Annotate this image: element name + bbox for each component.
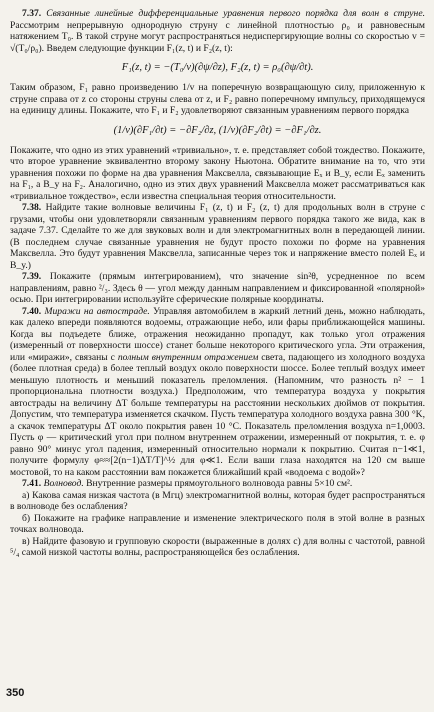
problem-number: 7.41. (22, 478, 42, 489)
problem-text: Таким образом, F₁ равно произведению 1/v на поперечную возвращающую силу, приложенную к струне справа от z со стороны струны слева от z, и F₂ равно поперечному импульсу, приходящемуся на единицу длины. Покажите, что F₁ и F₂ удовлетворяют связанным уравнениям первого порядка (10, 82, 425, 116)
problem-text: света, падающего из холодного воздуха (более плотная среда) в более теплый воздух около поверхности шоссе. Более теплый воздух имеет меньшую плотность и меньший показатель преломления. (Напомним, что разность n² − 1 пропорциональна плотности воздуха.) Предположим, что температура воздуха у покрытия автострады на величину ΔT больше температуры на расстоянии нескольких дюймов от покрытия. Допустим, что температура изменяется скачком. Пусть температура холодного воздуха равна 300 °K, а скачок температуры ΔT около покрытия равен 10 °С. Показатель преломления воздуха n=1,0003. Пусть φ — критический угол при полном внутреннем отражении, измеренный от покрытия, т. е. φ равно 90° минус угол падения, измеренный относительно нормали к покрытию. Считая n−1≪1, получите формулу φ≈≈[2(n−1)ΔT/T]^½ для φ≪1. Если ваши глаза находятся на 120 см выше мостовой, то на каком расстоянии вам покажется ближайший край «водоема с водой»? (10, 351, 426, 478)
subquestion-a: а) Какова самая низкая частота (в Мгц) электромагнитной волны, которая будет распространяться в волноводе без ослабления? (10, 489, 425, 512)
problem-number: 7.37. (22, 8, 42, 19)
problem-text: Рассмотрим непрерывную однородную струну с линейной плотностью ρ₀ и равновесным натяжением T₀. В такой струне могут распространяться недиспергирующие волны со скоростью v = √(T₀/ρ₀). Введем следующие функции F₁(z, t) и F₂(z, t): (10, 19, 425, 54)
equation-f1-f2: F₁(z, t) = −(T₀/v)(∂ψ/∂z), F₂(z, t) = ρ₀(∂ψ/∂t). (121, 62, 314, 73)
emphasis-text: полным внутренним отражением (117, 351, 259, 363)
problem-7-40 (10, 306, 425, 479)
problem-title: Миражи на автострадe. (44, 305, 150, 317)
subquestion-b: б) Покажите на графике направление и изменение электрического поля в этой волне в разных точках волновода. (10, 512, 425, 535)
problem-text: Покажите, что одно из этих уравнений «тривиально», т. е. представляет собой тождество. Покажите, что второе уравнение эквивалентно второму закону Ньютона. Обратите внимание на то, что эти уравнения похожи по форме на два уравнения Максвелла, связывающие Eₓ и B_y, если Eₓ заменить на F₁, а B_y на F₂. Аналогично, одно из этих двух уравнений Максвелла может рассматриваться как «тривиальное тождество», если известна специальная теория относительности. (10, 144, 425, 202)
problem-number: 7.40. (22, 305, 42, 317)
problem-text: Управляя автомобилем в жаркий летний день, можно наблюдать, как далеко впереди появляются водоемы, отражающие небо, или фары приближающейся машины. Когда вы подъедете ближе, отражения неожиданно пропадут, как только угол отражения (измеренный от поверхности шоссе) станет больше некоторого критического угла. Эти отражения, или «миражи», связаны с (10, 305, 425, 363)
problem-number: 7.38. (22, 202, 42, 213)
page-number: 350 (6, 687, 25, 699)
problem-title: Волновод. (43, 478, 84, 489)
problem-7-37 (10, 8, 425, 54)
problem-text: Покажите (прямым интегрированием), что значение sin²θ, усредненное по всем направлениям, равно ²/₃. Здесь θ — угол между данным направлением и фиксированной «полярной» осью. При интегрировании используйте сферические полярные координаты. (10, 271, 425, 305)
equation-coupled: (1/v)(∂F₁/∂t) = −∂F₂/∂z, (1/v)(∂F₂/∂t) = −∂F₁/∂z. (113, 124, 322, 136)
problem-text: Внутренние размеры прямоугольного волновода равны 5×10 см². (86, 478, 353, 489)
problem-title: Связанные линейные дифференциальные уравнения первого порядка для волн в струне. (46, 8, 425, 19)
problem-7-39 (10, 271, 425, 306)
problem-7-38 (10, 202, 425, 271)
subquestion-c: в) Найдите фазовую и групповую скорости (выраженные в долях c) для волны с частотой, равной ⁵/₄ самой низкой частоты волны, распространяющейся без ослабления. (10, 535, 425, 558)
problem-7-41 (10, 478, 425, 490)
problem-text: Найдите такие волновые величины F₁ (z, t) и F₂ (z, t) для продольных волн в струне с грузами, чтобы они удовлетворяли связанным уравнениям первого порядка такого же вида, как в задаче 7.37. Сделайте то же для звуковых волн и для электромагнитных волн в передающей линии. (В последнем случае связанные уравнения не будут просто похожи по форме на уравнения Максвелла. Это будут уравнения Максвелла, записанные через ток и напряжение вместо полей Eₓ и B_y.) (10, 202, 425, 271)
problem-number: 7.39. (22, 271, 42, 282)
